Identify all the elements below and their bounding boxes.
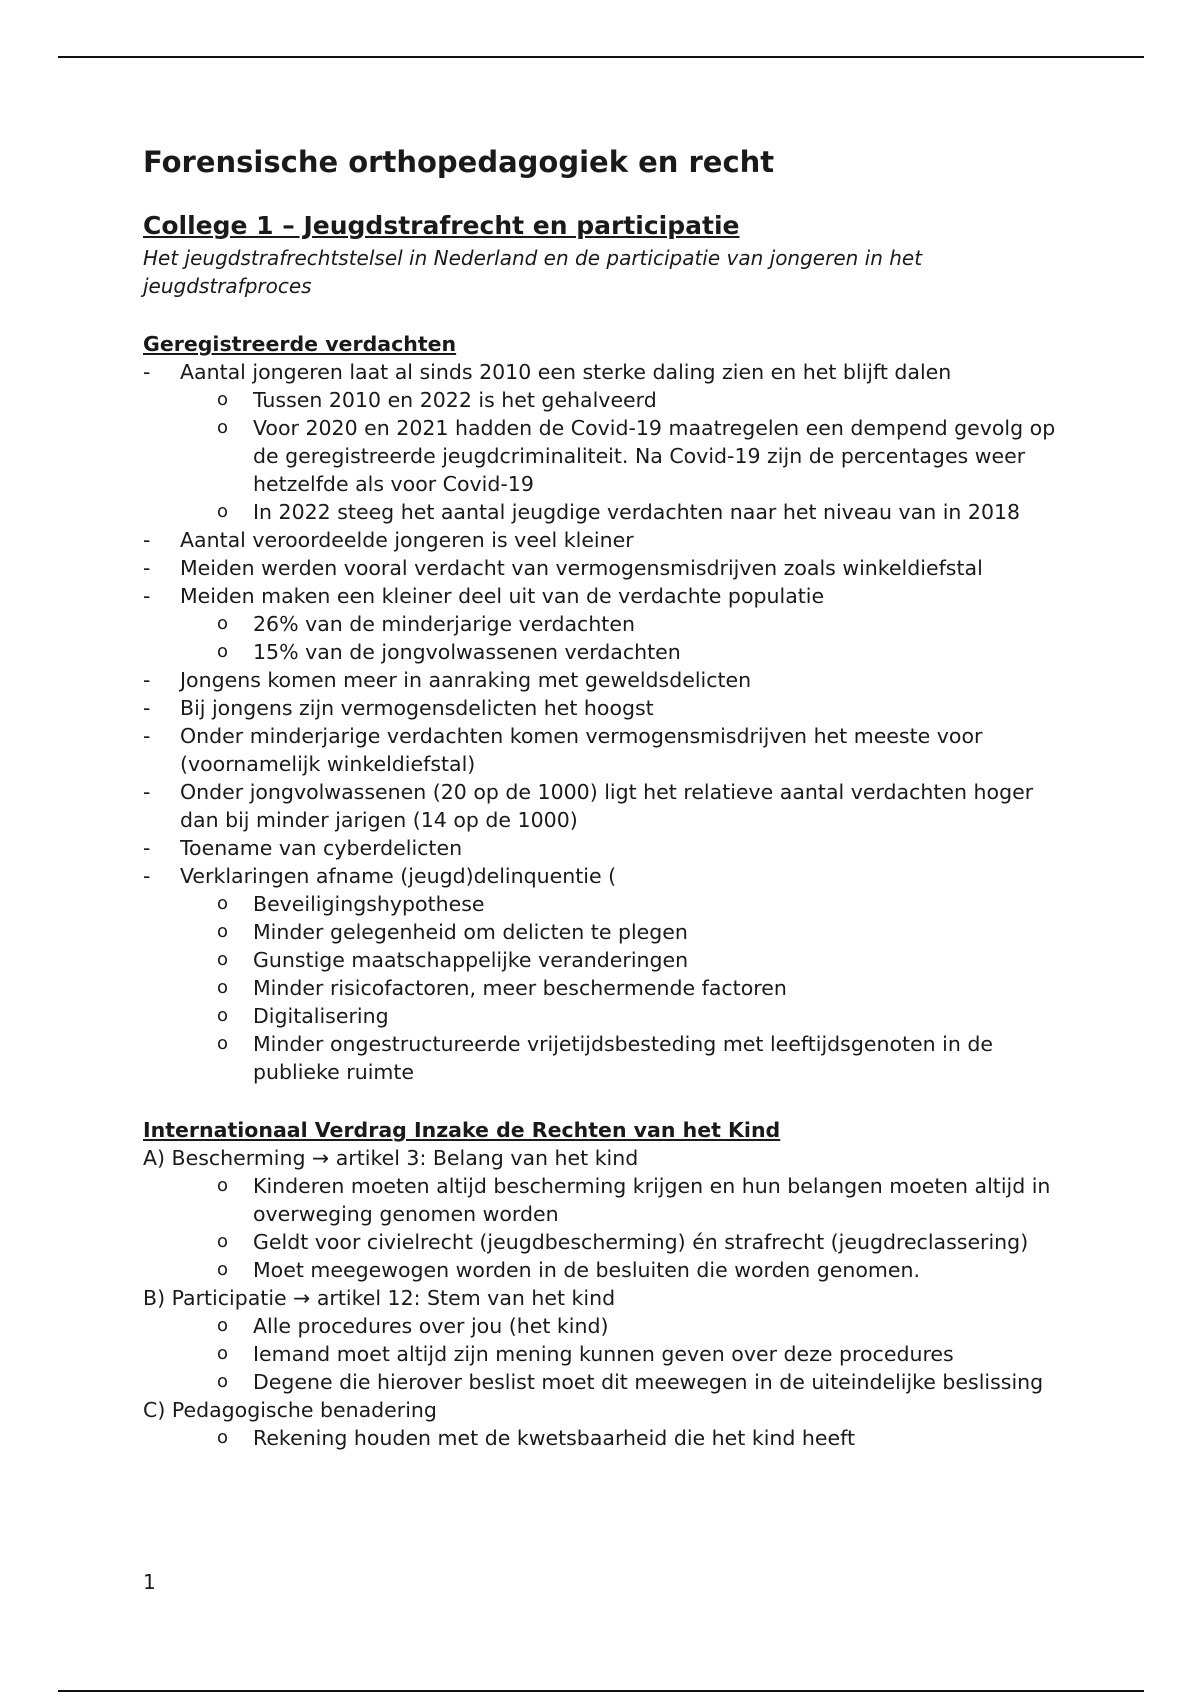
dash-bullet: - [143, 696, 151, 720]
circle-bullet: o [217, 1315, 229, 1336]
sub-list-item: o Kinderen moeten altijd bescherming krijgen en hun belangen moeten altijd in overweging genomen worden [217, 1174, 1051, 1226]
circle-bullet: o [217, 1343, 229, 1364]
sub-list-item: o Rekening houden met de kwetsbaarheid die het kind heeft [217, 1426, 856, 1450]
college-heading: College 1 – Jeugdstrafrecht en participatie [143, 211, 740, 240]
sub-list-item: o 26% van de minderjarige verdachten [217, 612, 635, 636]
list-item: - Toename van cyberdelicten [143, 836, 463, 860]
dash-bullet: - [143, 528, 151, 552]
college-subtitle: Het jeugdstrafrechtstelsel in Nederland en de participatie van jongeren in het jeugdstrafproces [143, 246, 923, 298]
circle-bullet: o [217, 921, 229, 942]
sub-list-item: o Alle procedures over jou (het kind) [217, 1314, 609, 1338]
circle-bullet: o [217, 1033, 229, 1054]
sub-list-item: o Voor 2020 en 2021 hadden de Covid-19 maatregelen een dempend gevolg op de geregistreerde jeugdcriminaliteit. Na Covid-19 zijn de percentages weer hetzelfde als voor Covid-19 [217, 416, 1056, 496]
footer-rule [58, 1690, 1144, 1692]
sub-list-item: o Minder gelegenheid om delicten te plegen [217, 920, 688, 944]
dash-bullet: - [143, 584, 151, 608]
lettered-item: B) Participatie → artikel 12: Stem van het kind [143, 1286, 616, 1310]
circle-bullet: o [217, 977, 229, 998]
list-item: - Aantal jongeren laat al sinds 2010 een sterke daling zien en het blijft dalen [143, 360, 952, 384]
sub-list-item: o Gunstige maatschappelijke veranderingen [217, 948, 689, 972]
list-item: - Jongens komen meer in aanraking met geweldsdelicten [143, 668, 752, 692]
dash-bullet: - [143, 780, 151, 804]
dash-bullet: - [143, 360, 151, 384]
list-item: - Meiden werden vooral verdacht van vermogensmisdrijven zoals winkeldiefstal [143, 556, 983, 580]
circle-bullet: o [217, 641, 229, 662]
list-item: - Onder jongvolwassenen (20 op de 1000) ligt het relatieve aantal verdachten hoger dan bij minder jarigen (14 op de 1000) [143, 780, 1034, 832]
sub-list-item: o Degene die hierover beslist moet dit meewegen in de uiteindelijke beslissing [217, 1370, 1044, 1394]
lettered-item: A) Bescherming → artikel 3: Belang van het kind [143, 1146, 639, 1170]
lettered-item: C) Pedagogische benadering [143, 1398, 437, 1422]
circle-bullet: o [217, 501, 229, 522]
dash-bullet: - [143, 724, 151, 748]
list-item: - Aantal veroordeelde jongeren is veel kleiner [143, 528, 634, 552]
circle-bullet: o [217, 389, 229, 410]
circle-bullet: o [217, 1259, 229, 1280]
circle-bullet: o [217, 1005, 229, 1026]
circle-bullet: o [217, 1371, 229, 1392]
sub-list-item: o Tussen 2010 en 2022 is het gehalveerd [217, 388, 657, 412]
document-page [143, 140, 1073, 1452]
header-rule [58, 56, 1144, 58]
document-title: Forensische orthopedagogiek en recht [143, 145, 775, 179]
circle-bullet: o [217, 893, 229, 914]
sub-list-item: o Geldt voor civielrecht (jeugdbescherming) én strafrecht (jeugdreclassering) [217, 1230, 1029, 1254]
list-item: - Bij jongens zijn vermogensdelicten het hoogst [143, 696, 654, 720]
sub-list-item: o Minder risicofactoren, meer beschermende factoren [217, 976, 787, 1000]
sub-list-item: o 15% van de jongvolwassenen verdachten [217, 640, 681, 664]
dash-bullet: - [143, 668, 151, 692]
page-number: 1 [143, 1570, 156, 1594]
list-item: - Verklaringen afname (jeugd)delinquentie ( [143, 864, 617, 888]
circle-bullet: o [217, 1427, 229, 1448]
section-heading-verdachten: Geregistreerde verdachten [143, 332, 457, 356]
list-item: - Onder minderjarige verdachten komen vermogensmisdrijven het meeste voor (voornamelijk winkeldiefstal) [143, 724, 983, 776]
sub-list-item: o Moet meegewogen worden in de besluiten die worden genomen. [217, 1258, 920, 1282]
sub-list-item: o Beveiligingshypothese [217, 892, 485, 916]
circle-bullet: o [217, 1175, 229, 1196]
circle-bullet: o [217, 1231, 229, 1252]
dash-bullet: - [143, 556, 151, 580]
list-item: - Meiden maken een kleiner deel uit van de verdachte populatie [143, 584, 825, 608]
circle-bullet: o [217, 613, 229, 634]
dash-bullet: - [143, 836, 151, 860]
sub-list-item: o Digitalisering [217, 1004, 389, 1028]
dash-bullet: - [143, 864, 151, 888]
sub-list-item: o In 2022 steeg het aantal jeugdige verdachten naar het niveau van in 2018 [217, 500, 1021, 524]
circle-bullet: o [217, 949, 229, 970]
sub-list-item: o Iemand moet altijd zijn mening kunnen geven over deze procedures [217, 1342, 954, 1366]
section-heading-ivrk: Internationaal Verdrag Inzake de Rechten van het Kind [143, 1118, 781, 1142]
circle-bullet: o [217, 417, 229, 438]
sub-list-item: o Minder ongestructureerde vrijetijdsbesteding met leeftijdsgenoten in de publieke ruimte [217, 1032, 994, 1084]
